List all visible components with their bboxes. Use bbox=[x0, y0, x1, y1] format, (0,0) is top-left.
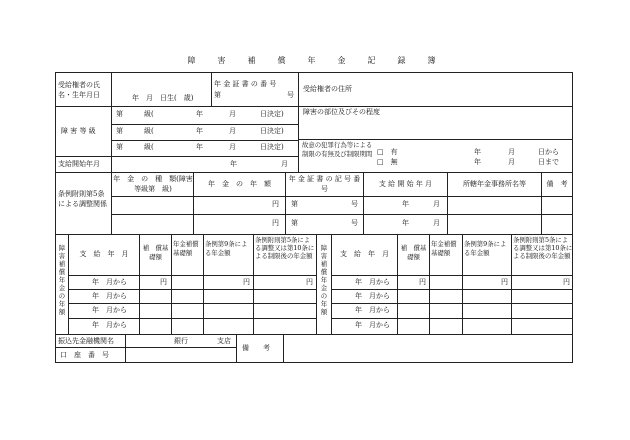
birth-date-format: 年 月 日生( 歳) bbox=[132, 94, 194, 102]
col-pension-base-amount: 年金補償基礎額 bbox=[173, 240, 199, 257]
restriction-from-month: 月 bbox=[508, 148, 515, 156]
restriction-from-year: 年 bbox=[474, 148, 481, 156]
yen-unit: 円 bbox=[563, 278, 570, 286]
cert-dai: 第 bbox=[291, 200, 298, 208]
yen-unit: 円 bbox=[419, 278, 426, 286]
restriction-to-month: 月 bbox=[508, 158, 515, 166]
cert-dai: 第 bbox=[291, 219, 298, 227]
yen-unit: 円 bbox=[272, 200, 279, 208]
grade-month: 月 bbox=[229, 143, 236, 151]
col-pension-base-amount: 年金補償基礎額 bbox=[431, 240, 457, 257]
restriction-to-year: 年 bbox=[474, 158, 481, 166]
record-row: 年 月から bbox=[92, 292, 127, 300]
restriction-label: 故意の犯罪行為等による制限の有無及び制限期間 bbox=[302, 141, 373, 158]
cert-number-go: 号 bbox=[287, 91, 294, 99]
col-pension-kind: 年 金 の 種 類(障害等級第 級) bbox=[113, 175, 193, 193]
cert-number-label: 年 金 証 書 の 番 号 bbox=[214, 80, 277, 88]
cert-go: 号 bbox=[351, 219, 358, 227]
bank-label: 振込先金融機関名 bbox=[58, 337, 114, 345]
cert-go: 号 bbox=[351, 200, 358, 208]
grade-decided: 日決定) bbox=[260, 110, 284, 118]
start-year: 年 bbox=[402, 200, 409, 208]
start-month: 月 bbox=[433, 219, 440, 227]
account-number-label: 口 座 番 号 bbox=[60, 351, 109, 359]
grade-decided: 日決定) bbox=[260, 127, 284, 135]
col-article9-amount: 条例第9条による年金額 bbox=[205, 240, 248, 257]
grade-year: 年 bbox=[196, 143, 203, 151]
yen-unit: 円 bbox=[501, 278, 508, 286]
col-article9-amount: 条例第9条による年金額 bbox=[464, 240, 507, 257]
restriction-to-day: 日まで bbox=[538, 158, 559, 166]
col-start-month: 支 給 開 始 年 月 bbox=[378, 180, 433, 188]
record-row: 年 月から bbox=[355, 306, 390, 314]
record-row: 年 月から bbox=[355, 321, 390, 329]
bank-unit: 銀行 bbox=[174, 337, 188, 345]
grade-kyu: 第 級( bbox=[116, 143, 154, 151]
payment-start-year: 年 bbox=[230, 160, 237, 168]
record-row: 年 月から bbox=[355, 292, 390, 300]
option-yes: □ 有 bbox=[377, 148, 398, 156]
col-payment-month: 支 給 年 月 bbox=[79, 250, 129, 258]
cert-number-dai: 第 bbox=[214, 91, 221, 99]
start-month: 月 bbox=[433, 200, 440, 208]
col-office: 所轄年金事務所名等 bbox=[463, 180, 526, 188]
grade-month: 月 bbox=[229, 110, 236, 118]
col-note: 備 考 bbox=[546, 180, 568, 188]
grade-decided: 日決定) bbox=[260, 143, 284, 151]
recipient-name-label: 受給権者の氏名・生年月日 bbox=[58, 81, 100, 99]
yen-unit: 円 bbox=[243, 278, 250, 286]
grade-kyu: 第 級( bbox=[116, 127, 154, 135]
col-payment-month: 支 給 年 月 bbox=[340, 250, 389, 258]
record-row: 年 月から bbox=[92, 306, 127, 314]
yen-unit: 円 bbox=[272, 219, 279, 227]
restriction-from-day: 日から bbox=[538, 148, 559, 156]
grade-month: 月 bbox=[229, 127, 236, 135]
row-month: 年 月から bbox=[92, 278, 127, 286]
yen-unit: 円 bbox=[160, 278, 167, 286]
col-cert-number: 年 金 証 書 の 記 号 番 号 bbox=[288, 175, 361, 193]
record-vertical-label: 障害補償年金の年額 bbox=[58, 244, 66, 316]
yen-unit: 円 bbox=[306, 278, 313, 286]
grade-kyu: 第 級( bbox=[116, 110, 154, 118]
row-month: 年 月から bbox=[355, 278, 390, 286]
page-title: 障 害 補 償 年 金 記 録 簿 bbox=[187, 56, 443, 65]
adjustment-label: 条例附則第5条による調整関係 bbox=[58, 190, 107, 208]
recipient-address-label: 受給権者の住所 bbox=[303, 85, 352, 93]
record-row: 年 月から bbox=[92, 321, 127, 329]
payment-start-label: 支給開始年月 bbox=[58, 160, 100, 168]
col-pension-amount: 年 金 の 年 額 bbox=[208, 180, 271, 188]
col-base-amount: 補 償基礎額 bbox=[400, 244, 427, 261]
payment-start-month: 月 bbox=[281, 160, 288, 168]
record-vertical-label: 障害補償年金の年額 bbox=[320, 244, 328, 316]
col-base-amount: 補 償基礎額 bbox=[142, 244, 169, 261]
grade-year: 年 bbox=[196, 127, 203, 135]
col-adjusted-amount: 条例附則第5条による調整又は第10条による制限後の年金額 bbox=[513, 236, 573, 260]
disability-grade-label: 障 害 等 級 bbox=[61, 127, 96, 135]
start-year: 年 bbox=[402, 219, 409, 227]
col-adjusted-amount: 条例附則第5条による調整又は第10条による制限後の年金額 bbox=[255, 236, 315, 260]
option-no: □ 無 bbox=[377, 158, 398, 166]
remarks-label: 備 考 bbox=[242, 344, 270, 352]
disability-site-label: 障害の部位及びその程度 bbox=[303, 108, 380, 116]
grade-year: 年 bbox=[196, 110, 203, 118]
branch-unit: 支店 bbox=[217, 337, 231, 345]
